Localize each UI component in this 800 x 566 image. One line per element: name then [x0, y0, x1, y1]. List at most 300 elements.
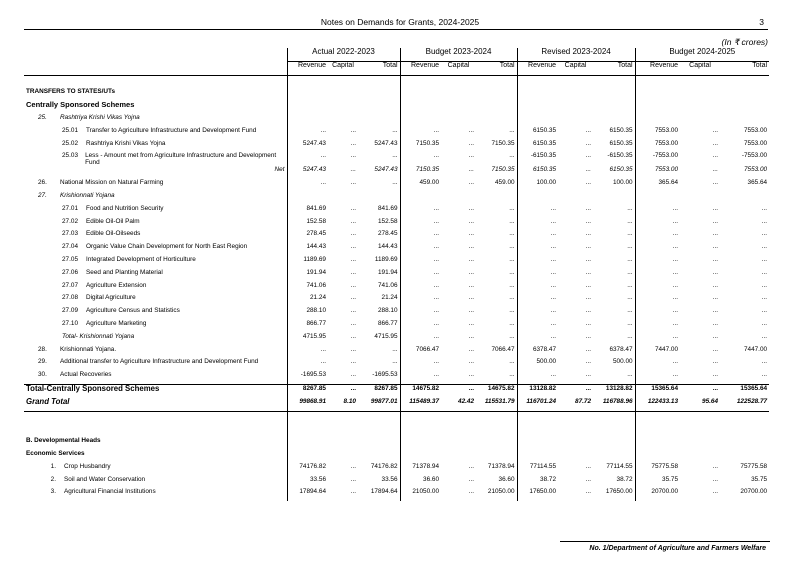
- row-text: Crop Husbandry: [64, 462, 111, 470]
- cell-value: ...: [350, 255, 356, 263]
- table-row: [24, 463, 769, 476]
- cell-value: ...: [627, 332, 633, 340]
- row-number: 25.: [38, 113, 47, 121]
- row-label: [24, 282, 287, 295]
- cell-value: ...: [712, 462, 719, 470]
- cell-value: ...: [287, 127, 328, 140]
- cell-value: ...: [400, 256, 441, 269]
- cell-value: ...: [509, 319, 515, 327]
- row-label: [24, 346, 287, 359]
- row-label: [24, 307, 287, 320]
- cell-value: 7066.47: [400, 346, 441, 359]
- row-label: Economic Services: [26, 449, 85, 457]
- cell-value: ...: [400, 358, 441, 371]
- subcol-total-2: Total: [597, 61, 635, 75]
- row-label: Total-Centrally Sponsored Schemes: [24, 384, 287, 397]
- cell-value: 459.00: [495, 179, 515, 187]
- cell-value: ...: [712, 179, 719, 187]
- cell-value: -7553.00: [741, 152, 768, 160]
- cell-value: 74176.82: [287, 463, 328, 476]
- cell-value: 87.72: [558, 398, 597, 411]
- cell-value: ...: [627, 230, 633, 238]
- cell-value: ...: [350, 243, 356, 251]
- row-text: Edible Oil-Oilseeds: [86, 230, 141, 238]
- group-budget-2023-2024: Budget 2023-2024: [400, 48, 517, 61]
- cell-value: 7553.00: [635, 166, 680, 179]
- row-text: Less - Amount met from Agriculture Infrastructure and Development Fund: [85, 152, 277, 167]
- subcol-revenue-1: Revenue: [400, 61, 441, 75]
- row-label: [24, 463, 287, 476]
- cell-value: ...: [761, 217, 768, 225]
- cell-value: ...: [761, 281, 768, 289]
- cell-value: ...: [509, 217, 515, 225]
- cell-value: ...: [712, 332, 719, 340]
- row-text: Agriculture Census and Statistics: [86, 307, 180, 315]
- cell-value: ...: [712, 281, 719, 289]
- row-label: Centrally Sponsored Schemes: [26, 101, 135, 110]
- cell-value: ...: [468, 230, 475, 238]
- table-row: [24, 320, 769, 333]
- cell-value: ...: [350, 166, 356, 174]
- cell-value: 7150.35: [491, 139, 515, 147]
- cell-value: ...: [400, 269, 441, 282]
- cell-value: ...: [350, 281, 356, 289]
- row-number: 27.09: [62, 307, 78, 315]
- cell-value: 7150.35: [400, 166, 441, 179]
- cell-value: 7150.35: [491, 166, 515, 174]
- table-row: [24, 218, 769, 231]
- cell-value: ...: [585, 243, 592, 251]
- cell-value: ...: [517, 371, 558, 384]
- cell-value: 500.00: [613, 358, 633, 366]
- cell-value: ...: [635, 205, 680, 218]
- cell-value: ...: [712, 255, 719, 263]
- row-number: 27.02: [62, 217, 78, 225]
- cell-value: ...: [627, 217, 633, 225]
- cell-value: 7150.35: [400, 140, 441, 153]
- row-label: TRANSFERS TO STATES/UTs: [26, 88, 115, 96]
- table-row: [24, 256, 769, 269]
- cell-value: 6150.35: [609, 166, 633, 174]
- row-number: 27.01: [62, 204, 78, 212]
- document-title: Notes on Demands for Grants, 2024-2025: [320, 17, 480, 27]
- cell-value: 365.64: [635, 179, 680, 192]
- cell-value: ...: [468, 307, 475, 315]
- cell-value: ...: [712, 307, 719, 315]
- row-text: Digital Agriculture: [86, 294, 136, 302]
- cell-value: ...: [400, 230, 441, 243]
- table-row: [24, 75, 769, 88]
- cell-value: ...: [400, 320, 441, 333]
- subcol-capital-0: Capital: [328, 61, 362, 75]
- cell-value: ...: [350, 319, 356, 327]
- cell-value: ...: [627, 371, 633, 379]
- row-label: [24, 320, 287, 333]
- cell-value: ...: [392, 126, 398, 134]
- cell-value: ...: [712, 243, 719, 251]
- cell-value: ...: [509, 230, 515, 238]
- cell-value: ...: [712, 345, 719, 353]
- subcol-capital-2: Capital: [558, 61, 597, 75]
- cell-value: 8267.85: [287, 384, 328, 397]
- cell-value: ...: [509, 358, 515, 366]
- page-number: 3: [759, 17, 764, 27]
- table-row: [24, 346, 769, 359]
- cell-value: ...: [509, 332, 515, 340]
- cell-value: ...: [761, 371, 768, 379]
- header-rule: [24, 29, 768, 30]
- cell-value: ...: [627, 281, 633, 289]
- cell-value: 459.00: [400, 179, 441, 192]
- cell-value: ...: [287, 152, 328, 166]
- cell-value: ...: [517, 205, 558, 218]
- cell-value: 122433.13: [635, 398, 680, 411]
- cell-value: ...: [509, 152, 515, 160]
- group-budget-2024-2025: Budget 2024-2025: [635, 48, 769, 61]
- cell-value: 14675.82: [400, 384, 441, 397]
- cell-value: 6150.35: [517, 166, 558, 179]
- row-label: [24, 358, 287, 371]
- row-number: 25.03: [62, 152, 78, 160]
- cell-value: ...: [468, 281, 475, 289]
- cell-value: ...: [635, 333, 680, 346]
- cell-value: 99877.01: [362, 398, 400, 411]
- cell-value: ...: [635, 218, 680, 231]
- cell-value: ...: [585, 281, 592, 289]
- row-text: Actual Recoveries: [60, 371, 112, 379]
- group-revised-2023-2024: Revised 2023-2024: [517, 48, 635, 61]
- row-label: Grand Total: [24, 398, 287, 411]
- cell-value: 5247.43: [287, 166, 328, 179]
- cell-value: ...: [761, 255, 768, 263]
- row-text: Edible Oil-Oil Palm: [86, 217, 140, 225]
- cell-value: ...: [517, 256, 558, 269]
- row-text: National Mission on Natural Farming: [60, 179, 164, 187]
- cell-value: ...: [712, 294, 719, 302]
- row-text: Organic Value Chain Development for North East Region: [86, 243, 248, 251]
- table-row: [24, 333, 769, 346]
- cell-value: 144.43: [287, 243, 328, 256]
- cell-value: ...: [585, 179, 592, 187]
- cell-value: ...: [400, 218, 441, 231]
- subcol-capital-1: Capital: [441, 61, 480, 75]
- cell-value: ...: [761, 307, 768, 315]
- cell-value: ...: [712, 204, 719, 212]
- cell-value: 21050.00: [400, 488, 441, 501]
- cell-value: ...: [468, 371, 475, 379]
- cell-value: 35.75: [751, 475, 768, 483]
- cell-value: 17650.00: [605, 488, 633, 496]
- row-label: [24, 114, 287, 127]
- cell-value: ...: [627, 307, 633, 315]
- cell-value: ...: [558, 384, 597, 397]
- cell-value: ...: [712, 152, 719, 160]
- cell-value: ...: [761, 332, 768, 340]
- table-row: [24, 152, 769, 166]
- cell-value: ...: [627, 255, 633, 263]
- cell-value: ...: [627, 243, 633, 251]
- cell-value: 7553.00: [635, 127, 680, 140]
- cell-value: 6378.47: [517, 346, 558, 359]
- cell-value: 191.94: [287, 269, 328, 282]
- cell-value: ...: [585, 217, 592, 225]
- table-row: [24, 192, 769, 205]
- cell-value: ...: [468, 332, 475, 340]
- table-row: [24, 437, 769, 450]
- cell-value: ...: [585, 462, 592, 470]
- cell-value: 100.00: [613, 179, 633, 187]
- cell-value: ...: [635, 256, 680, 269]
- cell-value: 1189.69: [374, 255, 398, 263]
- cell-value: ...: [350, 268, 356, 276]
- cell-value: ...: [627, 268, 633, 276]
- cell-value: 17894.64: [370, 488, 398, 496]
- cell-value: ...: [761, 204, 768, 212]
- subcol-total-1: Total: [480, 61, 517, 75]
- cell-value: 288.10: [377, 307, 398, 315]
- row-number: 27.04: [62, 243, 78, 251]
- row-label: [24, 371, 287, 384]
- cell-value: ...: [400, 152, 441, 166]
- row-label: [24, 179, 287, 192]
- cell-value: ...: [517, 333, 558, 346]
- cell-value: ...: [712, 371, 719, 379]
- cell-value: 115489.37: [400, 398, 441, 411]
- cell-value: 74176.82: [370, 462, 398, 470]
- cell-value: ...: [635, 371, 680, 384]
- cell-value: 152.58: [287, 218, 328, 231]
- cell-value: ...: [468, 462, 475, 470]
- cell-value: ...: [400, 205, 441, 218]
- cell-value: ...: [287, 179, 328, 192]
- table-row: [24, 127, 769, 140]
- cell-value: ...: [509, 255, 515, 263]
- cell-value: 21050.00: [487, 488, 515, 496]
- cell-value: ...: [585, 139, 592, 147]
- cell-value: 5247.43: [374, 166, 398, 174]
- cell-value: 8.10: [328, 398, 362, 411]
- cell-value: 13128.82: [517, 384, 558, 397]
- cell-value: ...: [712, 358, 719, 366]
- unit-label: (In ₹ crores): [721, 37, 768, 47]
- row-label: [24, 476, 287, 489]
- table-row: [24, 488, 769, 501]
- table-row: [24, 450, 769, 463]
- table-row: [24, 411, 769, 424]
- cell-value: ...: [468, 166, 475, 174]
- cell-value: ...: [350, 345, 356, 353]
- cell-value: ...: [585, 345, 592, 353]
- cell-value: ...: [400, 333, 441, 346]
- cell-value: 38.72: [616, 475, 633, 483]
- cell-value: ...: [680, 384, 724, 397]
- row-text: Food and Nutrition Security: [86, 204, 164, 212]
- cell-value: 6150.35: [517, 140, 558, 153]
- cell-value: ...: [635, 294, 680, 307]
- cell-value: 21.24: [287, 294, 328, 307]
- cell-value: ...: [712, 139, 719, 147]
- row-label: [24, 152, 287, 166]
- cell-value: ...: [287, 346, 328, 359]
- cell-value: ...: [635, 282, 680, 295]
- cell-value: 741.06: [377, 281, 398, 289]
- cell-value: ...: [761, 294, 768, 302]
- row-number: 1.: [50, 462, 56, 470]
- cell-value: -6150.35: [607, 152, 633, 160]
- table-row: [24, 358, 769, 371]
- cell-value: ...: [468, 475, 475, 483]
- cell-value: ...: [287, 358, 328, 371]
- row-text: Integrated Development of Horticulture: [86, 255, 196, 263]
- group-actual-2022-2023: Actual 2022-2023: [287, 48, 400, 61]
- row-label: [24, 127, 287, 140]
- cell-value: 17894.64: [287, 488, 328, 501]
- cell-value: ...: [468, 268, 475, 276]
- row-number: 25.01: [62, 126, 78, 134]
- row-number: 25.02: [62, 139, 78, 147]
- cell-value: ...: [627, 294, 633, 302]
- table-row: [24, 114, 769, 127]
- row-label: [24, 140, 287, 153]
- cell-value: ...: [441, 384, 480, 397]
- table-row: [24, 269, 769, 282]
- cell-value: 20700.00: [635, 488, 680, 501]
- subcolumn-header-row: [24, 61, 769, 75]
- cell-value: 15365.64: [724, 384, 769, 397]
- cell-value: 122528.77: [724, 398, 769, 411]
- cell-value: 741.06: [287, 282, 328, 295]
- cell-value: 116788.96: [597, 398, 635, 411]
- cell-value: 365.64: [747, 179, 768, 187]
- cell-value: 7447.00: [743, 345, 768, 353]
- cell-value: 6150.35: [517, 127, 558, 140]
- row-label: [24, 243, 287, 256]
- row-number: 3.: [50, 488, 56, 496]
- row-number: 27.05: [62, 255, 78, 263]
- cell-value: ...: [585, 332, 592, 340]
- cell-value: ...: [400, 294, 441, 307]
- cell-value: ...: [350, 371, 356, 379]
- cell-value: ...: [517, 269, 558, 282]
- row-text: Additional transfer to Agriculture Infrastructure and Development Fund: [60, 358, 259, 366]
- row-number: 26.: [38, 179, 47, 187]
- row-label: [24, 230, 287, 243]
- cell-value: 75775.58: [740, 462, 768, 470]
- subcol-revenue-3: Revenue: [635, 61, 680, 75]
- cell-value: ...: [350, 152, 356, 160]
- cell-value: 71378.94: [487, 462, 515, 470]
- cell-value: ...: [468, 358, 475, 366]
- table-row: [24, 166, 769, 179]
- row-label: [24, 218, 287, 231]
- cell-value: 17650.00: [517, 488, 558, 501]
- row-text: Rashtriya Krishi Vikas Yojna: [86, 139, 166, 147]
- cell-value: ...: [761, 243, 768, 251]
- cell-value: ...: [585, 294, 592, 302]
- table-row: [24, 205, 769, 218]
- row-number: 27.10: [62, 319, 78, 327]
- row-number: 27.06: [62, 268, 78, 276]
- table-row: [24, 371, 769, 384]
- cell-value: 7447.00: [635, 346, 680, 359]
- row-label: [24, 269, 287, 282]
- cell-value: ...: [585, 166, 592, 174]
- row-number: 27.08: [62, 294, 78, 302]
- cell-value: ...: [635, 230, 680, 243]
- cell-value: ...: [509, 371, 515, 379]
- cell-value: ...: [585, 488, 592, 496]
- cell-value: ...: [328, 384, 362, 397]
- cell-value: ...: [509, 243, 515, 251]
- row-text: Transfer to Agriculture Infrastructure and Development Fund: [86, 126, 257, 134]
- row-label: [24, 192, 287, 205]
- table-row: [24, 424, 769, 437]
- cell-value: ...: [468, 152, 475, 160]
- table-row: [24, 101, 769, 114]
- table-row: [24, 88, 769, 101]
- cell-value: ...: [517, 282, 558, 295]
- cell-value: ...: [392, 358, 398, 366]
- cell-value: ...: [509, 294, 515, 302]
- row-number: 27.: [38, 191, 47, 199]
- subcol-capital-3: Capital: [680, 61, 724, 75]
- table-row: [24, 476, 769, 489]
- row-text: Soil and Water Conservation: [64, 475, 146, 483]
- row-label: [24, 488, 287, 501]
- row-number: 27.07: [62, 281, 78, 289]
- page-header: [0, 17, 800, 29]
- cell-value: 4715.95: [374, 332, 398, 340]
- cell-value: 7553.00: [743, 126, 768, 134]
- cell-value: 71378.94: [400, 463, 441, 476]
- cell-value: ...: [585, 371, 592, 379]
- cell-value: ...: [517, 294, 558, 307]
- cell-value: ...: [585, 358, 592, 366]
- row-text: Krishionnati Yojana.: [60, 345, 117, 353]
- cell-value: ...: [509, 268, 515, 276]
- cell-value: 8267.85: [362, 384, 400, 397]
- cell-value: ...: [712, 217, 719, 225]
- cell-value: ...: [761, 319, 768, 327]
- row-number: 29.: [38, 358, 47, 366]
- cell-value: 14675.82: [480, 384, 517, 397]
- table-row: [24, 307, 769, 320]
- row-number: 27.03: [62, 230, 78, 238]
- row-text: Agricultural Financial Institutions: [64, 488, 156, 496]
- cell-value: ...: [585, 268, 592, 276]
- table-row: [24, 243, 769, 256]
- cell-value: ...: [350, 217, 356, 225]
- cell-value: ...: [585, 319, 592, 327]
- cell-value: ...: [761, 358, 768, 366]
- table-row: [24, 140, 769, 153]
- cell-value: ...: [509, 307, 515, 315]
- cell-value: ...: [400, 371, 441, 384]
- cell-value: ...: [392, 179, 398, 187]
- subcol-revenue-0: Revenue: [287, 61, 328, 75]
- cell-value: 15365.64: [635, 384, 680, 397]
- cell-value: ...: [585, 230, 592, 238]
- cell-value: ...: [517, 230, 558, 243]
- row-text: Seed and Planting Material: [86, 268, 163, 276]
- cell-value: ...: [468, 139, 475, 147]
- table-row: [24, 294, 769, 307]
- cell-value: ...: [350, 230, 356, 238]
- table-row: [24, 398, 769, 411]
- cell-value: 152.58: [377, 217, 398, 225]
- cell-value: 33.56: [381, 475, 398, 483]
- cell-value: 115531.79: [480, 398, 517, 411]
